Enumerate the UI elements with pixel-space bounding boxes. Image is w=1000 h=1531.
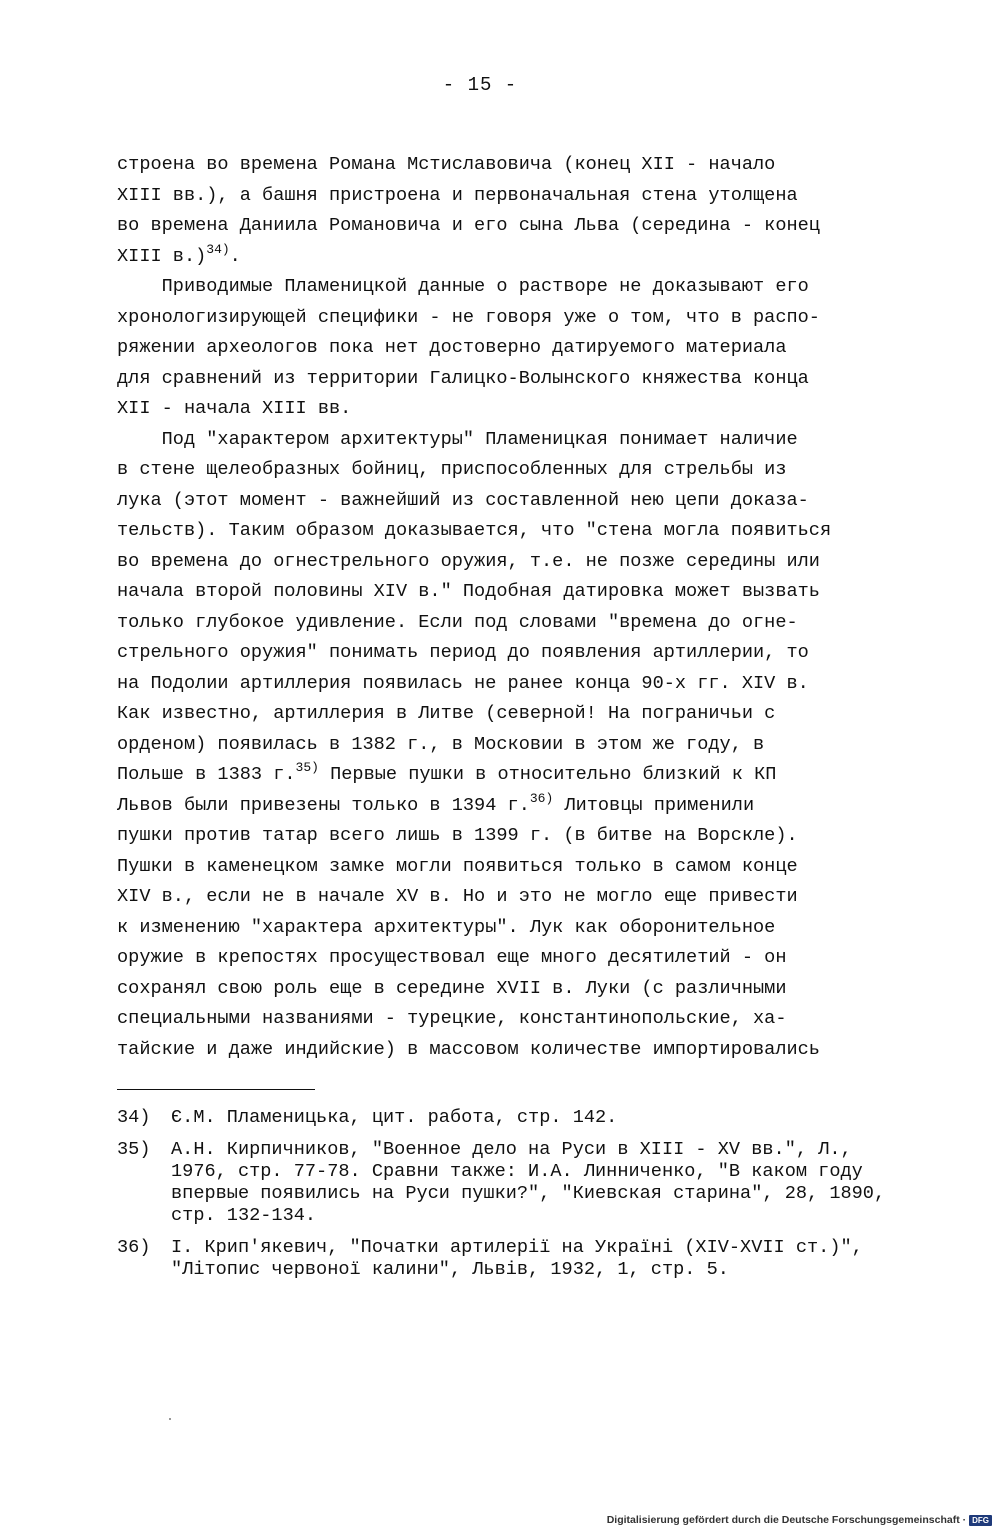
text-run: Литовцы применили: [553, 794, 755, 816]
footnote-ref: 35): [295, 760, 319, 775]
body-line: [117, 974, 902, 1005]
text-run: в стене щелеобразных бойниц, приспособленных для стрельбы из: [117, 459, 787, 480]
footnote-ref: 36): [529, 790, 554, 806]
body-line: [117, 150, 902, 181]
body-line: [117, 455, 902, 486]
digitization-credit: [607, 1514, 992, 1526]
text-run: сохранял свою роль еще в середине XVII в. Луки (с различными: [117, 977, 787, 999]
body-line: [117, 760, 902, 791]
text-run: к изменению "характера архитектуры". Лук как оборонительное: [117, 916, 776, 938]
footnotes: [117, 1107, 907, 1291]
body-line: [117, 882, 902, 913]
text-run: специальными названиями - турецкие, константинопольские, ха-: [117, 1008, 787, 1029]
footnote-number: 35): [117, 1139, 151, 1160]
page-number: - 15 -: [442, 74, 518, 96]
text-run: хронологизирующей специфики - не говоря уже о том, что в распо-: [117, 306, 820, 328]
credit-text: Digitalisierung gefördert durch die Deutsche Forschungsgemeinschaft ·: [606, 1514, 967, 1526]
body-line: [117, 608, 902, 639]
text-run: строена во времена Романа Мстиславовича (конец XII - начало: [117, 154, 776, 175]
text-run: Первые пушки в относительно близкий к КП: [318, 764, 777, 785]
text-run: XIV в., если не в начале XV в. Но и это не могло еще привести: [117, 886, 798, 907]
body-line: [117, 181, 902, 212]
body-line: [117, 425, 902, 456]
text-run: Львов были привезены только в 1394 г.: [117, 794, 530, 816]
body-line: [117, 364, 902, 395]
body-line: [117, 547, 902, 578]
text-run: XIII в.): [117, 245, 207, 267]
body-line: [117, 516, 902, 547]
text-run: начала второй половины XIV в." Подобная датировка может вызвать: [117, 581, 820, 602]
body-line: [117, 333, 902, 364]
body-line: [117, 943, 902, 974]
text-run: Польше в 1383 г.: [117, 764, 296, 785]
footnote-text: І. Крип'якевич, "Початки артилерії на Україні (XIV-XVII ст.)", "Літопис червоної калини", Львів, 1932, 1, стр. 5.: [171, 1237, 863, 1280]
text-run: стрельного оружия" понимать период до появления артиллерии, то: [117, 642, 809, 663]
text-run: оружие в крепостях просуществовал еще много десятилетий - он: [117, 947, 787, 968]
text-run: Под "характером архитектуры" Пламеницкая понимает наличие: [117, 428, 798, 450]
body-line: [117, 913, 902, 944]
footnote-number: 34): [117, 1107, 151, 1128]
body-text: [117, 150, 902, 1065]
body-line: [117, 669, 902, 700]
body-line: [117, 303, 902, 334]
text-run: орденом) появилась в 1382 г., в Московии в этом же году, в: [117, 733, 765, 755]
text-run: тельств). Таким образом доказывается, что "стена могла появиться: [117, 520, 832, 541]
text-run: Приводимые Пламеницкой данные о растворе не доказывают его: [117, 276, 809, 297]
body-line: [117, 638, 902, 669]
text-run: Пушки в каменецком замке могли появиться только в самом конце: [117, 855, 798, 877]
text-run: XIII вв.), а башня пристроена и первоначальная стена утолщена: [117, 184, 798, 206]
body-line: [117, 852, 902, 883]
text-run: только глубокое удивление. Если под словами "времена до огне-: [117, 611, 798, 633]
text-run: лука (этот момент - важнейший из составленной нею цепи доказа-: [117, 489, 809, 511]
text-run: Как известно, артиллерия в Литве (северной! На пограничьи с: [117, 703, 776, 724]
body-line: [117, 730, 902, 761]
text-run: тайские и даже индийские) в массовом количестве импортировались: [117, 1038, 820, 1060]
body-line: [117, 272, 902, 303]
body-line: [117, 791, 902, 822]
footnote: [117, 1237, 907, 1281]
text-run: на Подолии артиллерия появилась не ранее конца 90-х гг. XIV в.: [117, 672, 809, 694]
text-run: ряжении археологов пока нет достоверно датируемого материала: [117, 337, 787, 358]
text-run: для сравнений из территории Галицко-Волынского княжества конца: [117, 367, 809, 389]
body-line: [117, 577, 902, 608]
footnote: [117, 1139, 907, 1227]
body-line: [117, 1035, 902, 1066]
scan-speck: [169, 1418, 171, 1420]
footnote-text: Є.М. Пламеницька, цит. работа, стр. 142.: [171, 1107, 618, 1128]
body-line: [117, 394, 902, 425]
body-line: [117, 1004, 902, 1035]
footnote-text: А.Н. Кирпичников, "Военное дело на Руси в XIII - XV вв.", Л., 1976, стр. 77-78. Сравни также: И.А. Линниченко, "В каком году впервые появились на Руси пушки?", "Киевская старина", 28, 1890, стр. 132-134.: [171, 1139, 886, 1226]
body-line: [117, 242, 902, 273]
text-run: .: [229, 245, 241, 267]
body-line: [117, 486, 902, 517]
body-line: [117, 821, 902, 852]
text-run: пушки против татар всего лишь в 1399 г. (в битве на Ворскле).: [117, 825, 798, 846]
footnote-number: 36): [117, 1237, 151, 1258]
dfg-logo: DFG: [969, 1515, 992, 1526]
text-run: во времена до огнестрельного оружия, т.е. не позже середины или: [117, 550, 820, 572]
footnote-separator: [117, 1089, 315, 1090]
text-run: во времена Даниила Романовича и его сына Льва (середина - конец: [117, 215, 820, 236]
body-line: [117, 211, 902, 242]
text-run: XII - начала XIII вв.: [117, 398, 352, 419]
footnote-ref: 34): [206, 241, 230, 257]
footnote: [117, 1107, 907, 1129]
body-line: [117, 699, 902, 730]
